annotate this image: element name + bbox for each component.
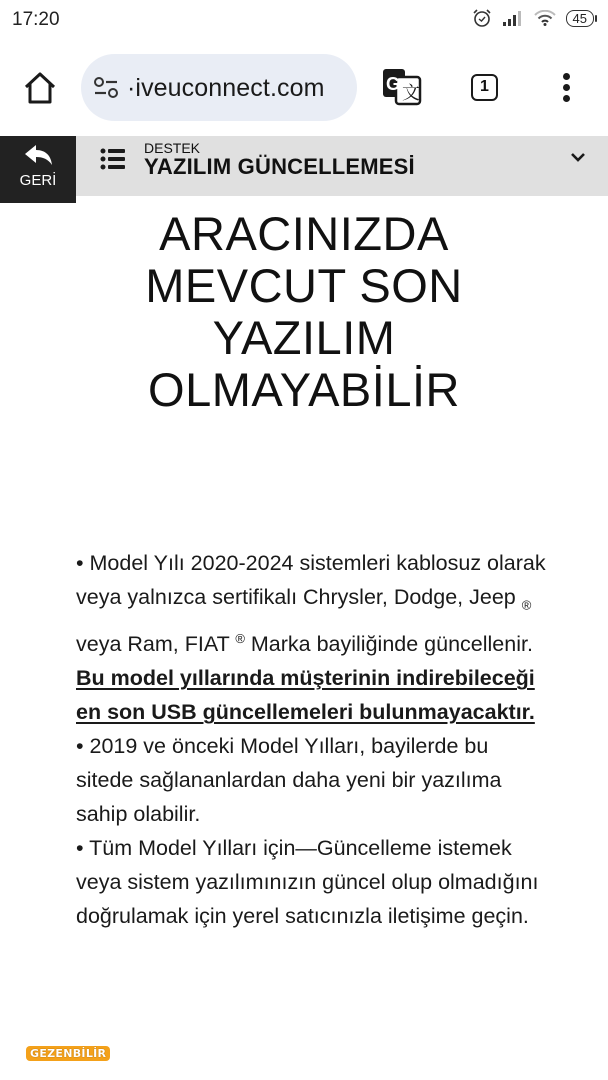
watermark-brand: GEZENBİLİR: [26, 1046, 110, 1061]
bullet-item: • Tüm Model Yılları için—Güncelleme istemek veya sistem yazılımınızın güncel olup olmadığını doğrulamak için yerel satıcınızla iletişime geçin.: [76, 836, 539, 929]
back-button[interactable]: [0, 136, 76, 203]
section-nav-bar[interactable]: [0, 136, 608, 196]
bullet-text: • Model Yılı 2020-2024 sistemleri kablosuz olarak veya yalnızca sertifikalı Chrysler, Dodge, Jeep: [76, 551, 546, 609]
chevron-down-icon[interactable]: [570, 150, 586, 168]
status-bar: [0, 0, 608, 40]
home-button[interactable]: [22, 70, 58, 106]
translate-icon: [382, 68, 422, 106]
battery-icon: 45: [566, 10, 594, 27]
registered-mark: ®: [521, 597, 532, 613]
page-heading: [0, 208, 608, 416]
back-label: GERİ: [19, 172, 57, 189]
usb-notice-link[interactable]: Bu model yıllarında müşterinin indirebileceği en son USB güncellemeleri bulunmayacaktır.: [76, 666, 535, 725]
status-icons: [472, 8, 594, 28]
tab-switcher-button[interactable]: 1: [471, 74, 498, 101]
content-body: [76, 546, 546, 933]
bullet-item: • 2019 ve önceki Model Yılları, bayilerde bu sitede sağlananlardan daha yeni bir yazılıma sahip olabilir.: [76, 734, 502, 827]
watermark-logo: [26, 1046, 110, 1061]
status-time: 17:20: [12, 9, 60, 30]
registered-mark: ®: [235, 631, 245, 647]
heading-line: YAZILIM: [212, 311, 396, 364]
home-icon: [22, 70, 58, 106]
heading-line: ARACINIZDA: [159, 207, 449, 260]
address-bar[interactable]: [81, 54, 357, 121]
signal-icon: [502, 10, 524, 26]
bullet-item: [76, 546, 546, 729]
wifi-icon: [534, 10, 556, 26]
svg-text:G: G: [386, 74, 401, 94]
bullet-text: veya Ram, FIAT: [76, 632, 236, 657]
heading-line: OLMAYABİLİR: [148, 363, 460, 416]
more-vert-icon[interactable]: [558, 73, 574, 105]
section-label: DESTEK: [144, 140, 201, 156]
translate-button[interactable]: [382, 68, 422, 111]
list-icon: [100, 148, 126, 175]
page-label: YAZILIM GÜNCELLEMESİ: [144, 154, 415, 179]
back-arrow-icon: [23, 143, 55, 167]
heading-line: MEVCUT SON: [145, 259, 463, 312]
browser-toolbar: [0, 40, 608, 136]
site-settings-icon[interactable]: [93, 76, 119, 105]
alarm-icon: [472, 8, 492, 28]
url-text[interactable]: ·iveuconnect.com: [127, 74, 325, 102]
svg-text:文: 文: [402, 83, 420, 104]
bullet-text: Marka bayiliğinde güncellenir.: [244, 632, 533, 657]
